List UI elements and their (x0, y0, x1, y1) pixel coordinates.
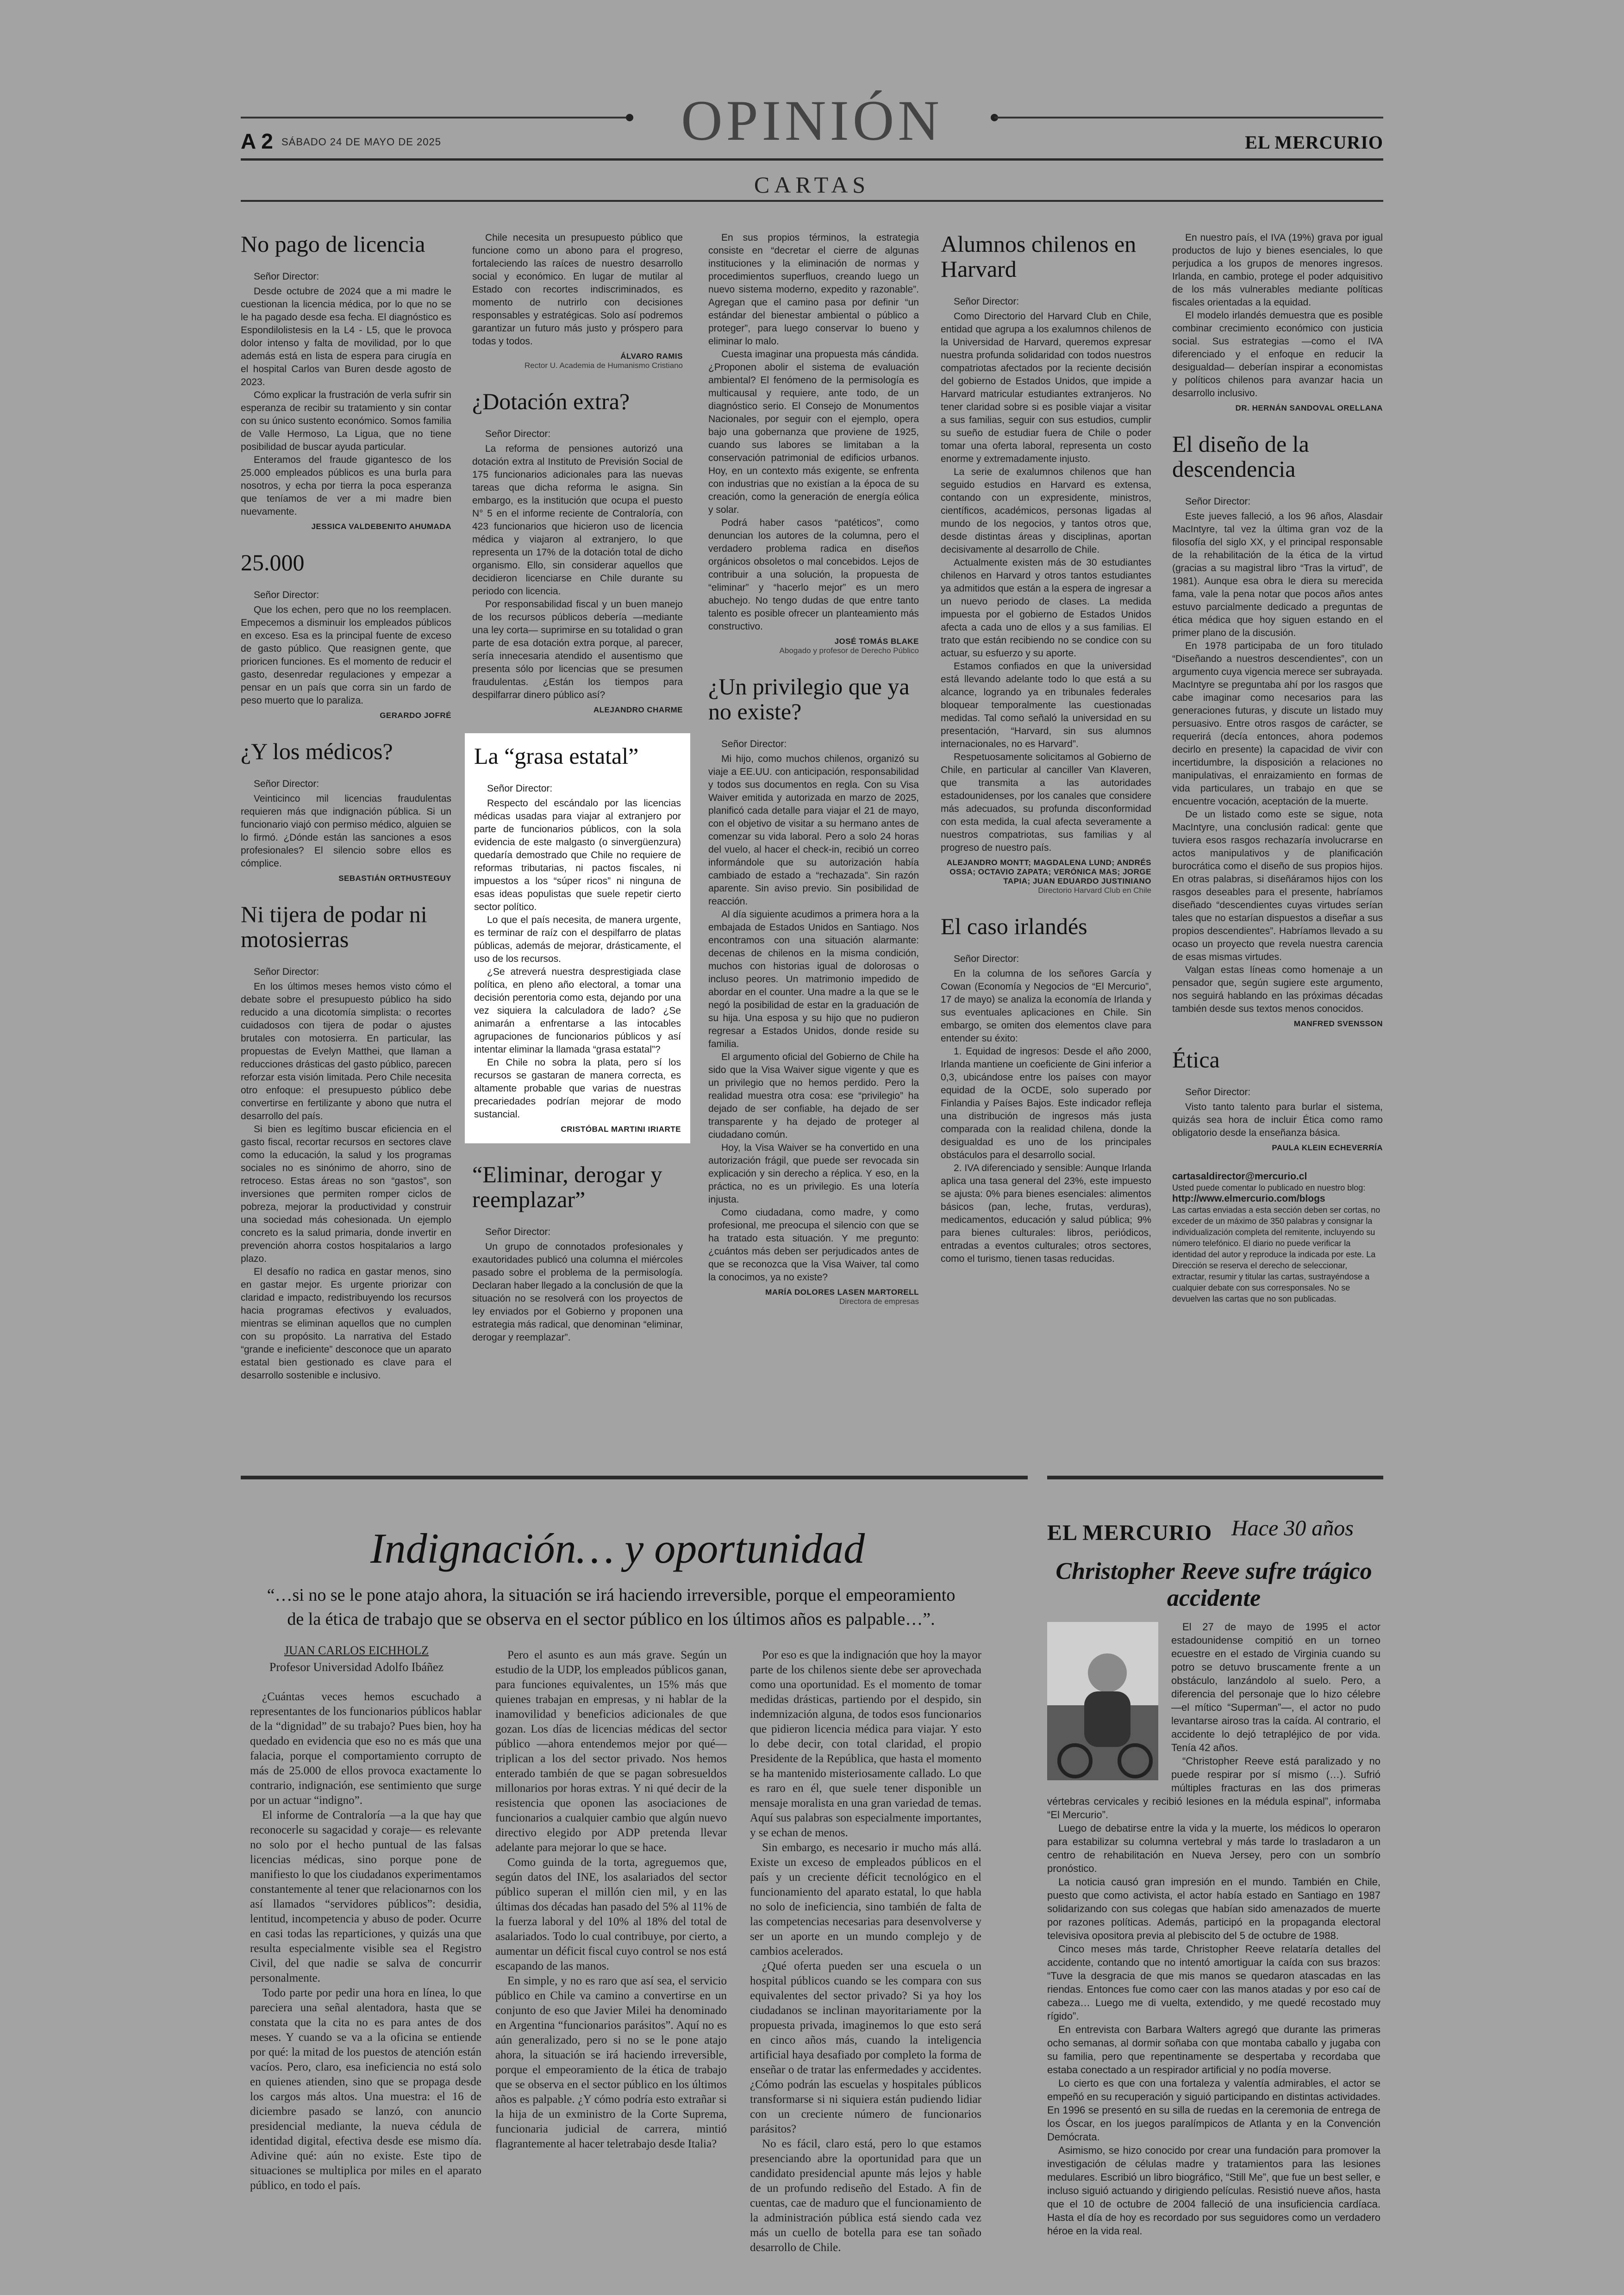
section-title: OPINIÓN (681, 89, 943, 152)
letter-paragraph: En sus propios términos, la estrategia consiste en “decretar el cierre de algunas instituciones y la eliminación de normas y procedimientos superfluos, creando luego un nuevo sistema moderno, expedito y razonable”. Agregan que el camino pasa por definir “un estándar del bienestar ambiental o público a proteger”, para luego conservar lo bueno y eliminar lo malo. (708, 232, 919, 347)
column-paragraph: Sin embargo, es necesario ir mucho más allá. Existe un exceso de empleados públicos en el país y un creciente déficit tecnológico en el funcionamiento del aparato estatal, lo que habla no solo de ineficiencia, sino también de falta de las competencias necesarias para desenvolverse y ser un aporte en un mundo complejo y de cambios acelerados. (750, 1841, 981, 1958)
letter-title: El caso irlandés (941, 913, 1087, 939)
hace-tag: Hace 30 años (1231, 1516, 1354, 1540)
letter-title: 25.000 (241, 549, 305, 575)
subsection-title: CARTAS (754, 172, 870, 198)
letter-salute: Señor Director: (485, 429, 551, 439)
column-paragraph: Como guinda de la torta, agreguemos que, según datos del INE, los asalariados del sector público superan el millón cien mil, y en las últimas dos décadas han pasado del 5% al 11% de la fuerza laboral y del 10% al 18% del total de asalariados. Todo lo cual contribuye, por cierto, a aumentar un déficit fiscal cuyo control se nos está escapando de las manos. (495, 1856, 727, 1972)
letter (472, 389, 683, 715)
letter (941, 231, 1151, 895)
letter-title: Ética (1172, 1047, 1220, 1073)
letter-signature: ALEJANDRO MONTT; MAGDALENA LUND; ANDRÉS OSSA; OCTAVIO ZAPATA; VERÓNICA MAS; JORGE TAPIA; JUAN EDUARDO JUSTINIANO (946, 858, 1151, 886)
letter-signature: JESSICA VALDEBENITO AHUMADA (311, 522, 451, 531)
letter-title: La “grasa estatal” (474, 743, 639, 769)
letter-paragraph: Desde octubre de 2024 que a mi madre le cuestionan la licencia médica, por lo que no se le ha pagado desde esa fecha. El diagnóstico es Espondilolistesis en la L4 - L5, que le provoca dolor intenso y falta de movilidad, por lo que además está en lista de espera para cirugía en el hospital Carlos van Buren desde agosto de 2023. (241, 286, 451, 387)
letter-signature: JOSÉ TOMÁS BLAKE (834, 637, 919, 646)
letter-signature: ÁLVARO RAMIS (620, 352, 683, 361)
letter-paragraph: Que los echen, pero que no los reemplacen. Empecemos a disminuir los empleados públicos en exceso. Esa es la principal fuente de exceso de gasto público. Que reasignen gente, que prioricen funciones. Es el momento de reducir el gasto, desenredar regulaciones y empezar a pensar en un país que corra sin un fardo de peso muerto que lo paraliza. (241, 605, 451, 706)
column-top-rule (241, 1476, 1028, 1479)
letter-signature: MARÍA DOLORES LASEN MARTORELL (765, 1288, 919, 1297)
contact-note: Las cartas enviadas a esta sección deben ser cortas, no exceder de un máximo de 350 palabras y consignar la individualización completa del remitente, incluyendo su número telefónico. El diario no puede verificar la identidad del autor y reproduce la indicada por este. La Dirección se reserva el derecho de seleccionar, extractar, resumir y titular las cartas, sustrayéndose a cualquier debate con sus corresponsales. No se devuelven las cartas que no son publicadas. (1172, 1205, 1380, 1303)
letter-signature: SEBASTIÁN ORTHUSTEGUY (338, 874, 451, 883)
letter (241, 231, 451, 531)
hace-paragraph: El 27 de mayo de 1995 el actor estadounidense compitió en un torneo ecuestre en el estado de Virginia cuando su potro se detuvo bruscamente frente a un obstáculo, lanzándolo al suelo. Pero, a diferencia del personaje que lo hizo célebre —el mítico “Superman”—, el actor no pudo levantarse airoso tras la caída. Al contrario, el accidente lo dejó tetrapléjico de por vida. Tenía 42 años. (1171, 1621, 1380, 1753)
hace-paragraph: Cinco meses más tarde, Christopher Reeve relataría detalles del accidente, contando que no intentó amortiguar la caída con sus brazos: “Tuve la desgracia de que mis manos se quedaron atascadas en las riendas. Entonces fue como caer con las manos atadas y por eso caí de cabeza… Luego me di vuelta, extendido, y me quedé recostado muy rígido”. (1047, 1943, 1380, 2022)
letter-paragraph: 2. IVA diferenciado y sensible: Aunque Irlanda aplica una tasa general del 23%, este impuesto se ajusta: 0% para bienes esenciales: alimentos básicos (pan, leche, frutas, verduras), medicamentos, educación y salud pública; 9% para bienes culturales: libros, periódicos, entradas a eventos culturales; otros sectores, como el turismo, tienen tasas reducidas. (941, 1163, 1151, 1264)
column-paragraph: Pero el asunto es aun más grave. Según un estudio de la UDP, los empleados públicos ganan, para funciones equivalentes, un 15% más que quienes trabajan en empresas, y ni hablar de la inamovilidad y beneficios adicionales de que gozan. Los días de licencias médicas del sector público —ahora entendemos mejor por qué— triplican a los del sector privado. Nos hemos enterado también de que se pagan sobresueldos millonarios por horas extras. Y ni qué decir de la resistencia que oponen las asociaciones de funcionarios a cualquier cambio que algún nuevo directivo elegido por ADP pretenda llevar adelante para mejorar lo que se hace. (495, 1649, 727, 1854)
letter-paragraph: Hoy, la Visa Waiver se ha convertido en una autorización frágil, que puede ser revocada sin explicación y sin derecho a réplica. Y eso, en la práctica, no es un privilegio. Es una lotería injusta. (708, 1142, 919, 1205)
letter (708, 674, 919, 1306)
column-author-role: Profesor Universidad Adolfo Ibáñez (269, 1660, 444, 1674)
column-paragraph: En simple, y no es raro que así sea, el servicio público en Chile va camino a convertirse en un conjunto de eso que Javier Milei ha denominado en Argentina “funcionarios parásitos”. Aquí no es aún generalizado, pero si no se le pone atajo ahora, la situación se irá haciendo irreversible, porque el empeoramiento de la ética de trabajo que se observa en el sector público en los últimos años es palpable. ¿Y cómo podría esto extrañar si la hija de un exministro de la Corte Suprema, funcionaria judicial de carrera, mintió flagrantemente al hacer teletrabajo desde Italia? (495, 1975, 727, 2150)
letter-title: Alumnos chilenos en Harvard (941, 231, 1137, 282)
letter-paragraph: Respetuosamente solicitamos al Gobierno de Chile, en particular al canciller Van Klaveren, que transmita a las autoridades estadounidenses, por los canales que considere más adecuados, su profunda disconformidad con esta medida, la cual afecta severamente a nuestros compatriotas, sus familias y al progreso de nuestro país. (941, 752, 1151, 853)
letter (1172, 1047, 1383, 1153)
column-paragraph: Todo parte por pedir una hora en línea, lo que pareciera una señal alentadora, hasta que se constata que la cita no es para antes de dos meses. Y cuando se va a la oficina se entiende por qué: la mitad de los puestos de atención están vacíos. Pero, claro, esa ineficiencia no está solo en quienes atienden, sino que se propaga desde los cargos más altos. Una muestra: el 16 de diciembre pasado se lanzó, con anuncio presidencial mediante, la nueva cédula de identidad digital, efectiva desde ese mismo día. Adivine qué: aún no existe. Este tipo de situaciones se multiplica por miles en el aparato público, en todo el país. (250, 1987, 481, 2192)
letter-salute: Señor Director: (485, 1227, 551, 1237)
letter-salute: Señor Director: (254, 271, 319, 282)
hace-paragraph: En entrevista con Barbara Walters agregó que durante las primeras ocho semanas, al dormir soñaba con que montaba caballo y jugaba con su familia, pero que repentinamente se despertaba y recordaba que estaba conectado a un respirador artificial y no podía moverse. (1047, 2024, 1380, 2076)
letter-salute: Señor Director: (721, 739, 787, 749)
letter-paragraph: El modelo irlandés demuestra que es posible combinar crecimiento económico con justicia social. Sus estrategias —como el IVA diferenciado y el enfoque en reducir la desigualdad— deberían inspirar a economistas y políticos chilenos para avanzar hacia un desarrollo inclusivo. (1172, 310, 1383, 399)
letter-salute: Señor Director: (254, 967, 319, 977)
hace-title: Christopher Reeve sufre trágico accidente (1056, 1558, 1372, 1611)
letter-paragraph: 1. Equidad de ingresos: Desde el año 2000, Irlanda mantiene un coeficiente de Gini inferior a 0,3, ubicándose entre los países con mayor equidad de la OCDE, solo superado por Finlandia y Países Bajos. Este indicador refleja una distribución de ingresos más justa comparada con la realidad chilena, donde la desigualdad es uno de los principales obstáculos para el desarrollo social. (941, 1046, 1151, 1160)
header-rule-bottom (241, 200, 1383, 202)
column-text-col (495, 1648, 727, 2152)
letter-role: Directora de empresas (839, 1297, 919, 1306)
letter-paragraph: Al día siguiente acudimos a primera hora a la embajada de Estados Unidos en Santiago. Nos encontramos con una situación alarmante: decenas de chilenos en la misma condición, muchos con historias igual de dolorosas o incluso peores. Un matrimonio impedido de abordar en el counter. Una madre a la que se le negó la posibilidad de estar en la graduación de su hija. Una esposa y su hijo que no pudieron regresar a Estados Unidos, donde reside su familia. (708, 909, 919, 1049)
page-date: SÁBADO 24 DE MAYO DE 2025 (281, 136, 441, 148)
letter-paragraph: En la columna de los señores García y Cowan (Economía y Negocios de “El Mercurio”, 17 de mayo) se analiza la economía de Irlanda y sus eventuales aplicaciones en Chile. Sin embargo, se omiten dos elementos clave para entender su éxito: (941, 968, 1151, 1044)
contact-box (1172, 1171, 1383, 1304)
blog-link[interactable]: http://www.elmercurio.com/blogs (1172, 1193, 1325, 1204)
letters-column (472, 231, 683, 1363)
letter-paragraph: Respecto del escándalo por las licencias médicas usadas para viajar al extranjero por parte de funcionarios públicos, con la sola evidencia de este malgasto (o sinvergüenzura) quedaría demostrado que Chile no requiere de reformas tributarias, ni pactos fiscales, ni impuestos a los “súper ricos” ni ninguna de esas ideas populistas que suele repetir cierto sector político. (474, 798, 681, 912)
blog-intro: Usted puede comentar lo publicado en nuestro blog: (1172, 1183, 1366, 1192)
photo-placeholder (1047, 1622, 1163, 1784)
letter (941, 914, 1151, 1266)
christopher-reeve-photo (1047, 1622, 1158, 1780)
letter-paragraph: La reforma de pensiones autorizó una dotación extra al Instituto de Previsión Social de 175 funcionarios adicionales para las nuevas tareas que dicha reforma le asigna. Sin embargo, es la institución que ocupa el puesto N° 5 en el informe reciente de Contraloría, con 423 funcionarios que hicieron uso de licencia médica y viajaron al extranjero, lo que representa un 17% de la dotación total de dicho organismo. Ello, sin considerar aquellos que decidieron licenciarse en Chile durante su periodo con licencia. (472, 443, 683, 597)
column-paragraph: No es fácil, claro está, pero lo que estamos presenciando abre la oportunidad para que un candidato presidencial apunte más lejos y hable de un profundo rediseño del Estado. A fin de cuentas, cae de maduro que el funcionamiento de la administración pública está siendo cada vez más un cuello de botella para ese tan soñado desarrollo de Chile. (750, 2138, 981, 2254)
letters-column (941, 231, 1151, 1284)
hace-body (1047, 1620, 1380, 2238)
letter-paragraph: Como ciudadana, como madre, y como profesional, me preocupa el silencio con que se ha tratado esta situación. Y me pregunto: ¿cuántos más deben ser perjudicados antes de que se reconozca que la Visa Waiver, tal como la conocimos, ya no existe? (708, 1207, 919, 1283)
letter-paragraph: En Chile no sobra la plata, pero sí los recursos se gastaran de manera correcta, es altamente probable que varias de nuestras precariedades podrían mejorar de modo sustancial. (474, 1057, 681, 1120)
letter-paragraph: Por responsabilidad fiscal y un buen manejo de los recursos públicos debería —mediante una ley corta— suprimirse en su totalidad o gran parte de esa dotación extra porque, al parecer, sería innecesaria atendido el ausentismo que presenta sólo por licencias que se presumen fraudulentas. ¿Están los tiempos para despilfarrar dinero público así? (472, 599, 683, 700)
hace-brand: EL MERCURIO (1047, 1521, 1212, 1545)
letter-title: Ni tijera de podar ni motosierras (241, 901, 427, 952)
letter-signature: CRISTÓBAL MARTINI IRIARTE (561, 1125, 681, 1134)
letter-role: Rector U. Academia de Humanismo Cristiano (524, 361, 683, 370)
letter-paragraph: Enteramos del fraude gigantesco de los 25.000 empleados públicos es una burla para nosotros, y echa por tierra la poca esperanza que teníamos de ver a mi madre bien nuevamente. (241, 455, 451, 517)
header-rule-top (241, 158, 1383, 161)
hace-paragraph: Luego de debatirse entre la vida y la muerte, los médicos lo operaron para estabilizar su columna vertebral y más tarde lo trasladaron a un centro de rehabilitación en Nueva Jersey, pero con un sombrío pronóstico. (1047, 1822, 1380, 1874)
letter (1172, 431, 1383, 1029)
letter-paragraph: Lo que el país necesita, de manera urgente, es terminar de raíz con el despilfarro de platas públicas, además de mejorar, drásticamente, el uso de los recursos. (474, 915, 681, 964)
letter-title: No pago de licencia (241, 231, 425, 257)
letter-paragraph: ¿Se atreverá nuestra desprestigiada clase política, en pleno año electoral, a tomar una decisión perentoria como esta, dejando por una vez siquiera la calculadora de lado? ¿Se animarán a enfrentarse a las intocables agrupaciones de funcionarios públicos y así intentar eliminar la llamada “grasa estatal”? (474, 967, 681, 1055)
letter-paragraph: La serie de exalumnos chilenos que han seguido estudios en Harvard es extensa, contando con un expresidente, ministros, científicos, académicos, personas ligadas al mundo de los negocios, y tantos otros que, desde distintas áreas y disciplinas, aportan decisivamente al desarrollo de Chile. (941, 467, 1151, 555)
column-headline: Indignación… y oportunidad (370, 1525, 865, 1572)
letter-signature: PAULA KLEIN ECHEVERRÍA (1272, 1143, 1383, 1152)
newspaper-name: EL MERCURIO (1245, 132, 1383, 153)
letter-continuation (1172, 231, 1383, 413)
hace-paragraph: La noticia causó gran impresión en el mundo. También en Chile, puesto que como activista, el actor había estado en Santiago en 1987 solidarizando con sus colegas que habían sido amenazados de muerte por razones políticas. Además, participó en la propaganda electoral televisiva opositora previa al plebiscito del 5 de octubre de 1988. (1047, 1876, 1380, 1941)
letters-column (241, 231, 451, 1401)
letter-signature: GERARDO JOFRÉ (380, 711, 451, 720)
letter-paragraph: Cómo explicar la frustración de verla sufrir sin esperanza de recibir su tratamiento y sin contar con su único sustento económico. Somos familia de Valle Hermoso, La Ligua, que no tiene posibilidad de buscar ayuda particular. (241, 390, 451, 452)
letter-continuation (708, 231, 919, 655)
letter-paragraph: Este jueves falleció, a los 96 años, Alasdair MacIntyre, tal vez la última gran voz de la filosofía del siglo XX, y el principal responsable de la rehabilitación de la ética de la virtud (gracias a su magistral libro “Tras la virtud”, de 1981). Aunque esa obra le diera su merecida fama, vale la pena notar que pocos años antes estuvo parcialmente dedicado a preguntas de ética médica que hoy siguen estando en el primer plano de la discusión. (1172, 511, 1383, 638)
column-paragraph: ¿Cuántas veces hemos escuchado a representantes de los funcionarios públicos hablar de la “dignidad” de su trabajo? Pues bien, hoy ha quedado en evidencia que eso no es más que una falacia, porque el comportamiento corrupto de más de 25.000 de ellos provoca exactamente lo contrario, indignación, ese sentimiento que surge por un actuar “indigno”. (250, 1690, 481, 1807)
letter-title: ¿Y los médicos? (241, 738, 393, 764)
letter-role: Directorio Harvard Club en Chile (1038, 886, 1151, 895)
column-paragraph: Por eso es que la indignación que hoy la mayor parte de los chilenos siente debe ser aprovechada como una oportunidad. Es el momento de tomar medidas drásticas, partiendo por el despido, sin indemnización alguna, de todos esos funcionarios que pidieron licencia médica para viajar. Y esto lo debe decir, con total claridad, el propio Presidente de la República, que hasta el momento se ha mantenido misteriosamente callado. Lo que es raro en él, que suele tener disponible un mensaje moralista en una gran variedad de temas. Aquí sus palabras son especialmente importantes, y se echan de menos. (750, 1649, 981, 1839)
letter-salute: Señor Director: (1185, 1087, 1251, 1098)
letter-paragraph: Veinticinco mil licencias fraudulentas requieren más que indignación pública. Si un funcionario viajó con permiso médico, alguien se lo firmó. ¿Dónde están las sanciones a esos profesionales? El silencio sobre ellos es cómplice. (241, 793, 451, 869)
letter-signature: ALEJANDRO CHARME (593, 705, 683, 714)
letter-title: El diseño de la descendencia (1172, 431, 1309, 482)
letter-role: Abogado y profesor de Derecho Público (779, 646, 919, 655)
hace-paragraph: Lo cierto es que con una fortaleza y valentía admirables, el actor se empeñó en su recuperación y siguió participando en distintas actividades. En 1996 se presentó en su silla de ruedas en la ceremonia de entrega de los Óscar, en los juegos paralímpicos de Atlanta y en la Convención Demócrata. (1047, 2077, 1380, 2143)
letter-paragraph: Podrá haber casos “patéticos”, como denuncian los autores de la columna, pero el verdadero problema radica en diseños orgánicos obsoletos o mal concebidos. Lejos de contribuir a una solución, la propuesta de “eliminar” y “hacerlo mejor” es un mero abuchejo. No tengo dudas de que entre tanto talento es posible ofrecer un planteamiento más constructivo. (708, 518, 919, 632)
letter-title: ¿Dotación extra? (472, 388, 630, 414)
letter (241, 550, 451, 720)
hace-paragraph: Asimismo, se hizo conocido por crear una fundación para promover la investigación de células madre y tratamientos para las lesiones medulares. Escribió un libro biográfico, “Still Me”, que fue un best seller, e incluso siguió actuando y dirigiendo películas. Resistió nueve años, hasta que el 10 de octubre de 2004 falleció de una insuficiencia cardíaca. Hasta el día de hoy es recordado por sus seguidores como un verdadero héroe en la vida real. (1047, 2145, 1380, 2237)
letter-paragraph: Visto tanto talento para burlar el sistema, quizás sea hora de incluir Ética como ramo obligatorio desde la enseñanza básica. (1172, 1102, 1383, 1138)
letter-paragraph: Si bien es legítimo buscar eficiencia en el gasto fiscal, recortar recursos en sectores clave como la educación, la salud y los programas sociales no es sinónimo de ahorro, sino de retroceso. Estas áreas no son “gastos”, son inversiones que permiten romper ciclos de pobreza, mejorar la productividad y construir una sociedad más cohesionada. Un ejemplo concreto es la salud primaria, donde invertir en prevención ahorra costos hospitalarios a largo plazo. (241, 1124, 451, 1264)
column-paragraph: ¿Qué oferta pueden ser una escuela o un hospital públicos cuando se les compara con sus equivalentes del sector privado? Si ya hoy los ciudadanos se inclinan mayoritariamente por la propuesta privada, imaginemos lo que esto será en cinco años más, cuando la inteligencia artificial haya desafiado por completo la forma de enseñar o de tratar las enfermedades y accidentes. ¿Cómo podrán las escuelas y hospitales públicos transformarse si ni siquiera están pudiendo lidiar con un creciente número de funcionarios parásitos? (750, 1960, 981, 2135)
letter (472, 1162, 683, 1344)
letter-paragraph: Estamos confiados en que la universidad está llevando adelante todo lo que está a su alcance, logrando ya en tribunales federales bloquear temporalmente las cuestionadas medidas. Tal como señaló la universidad en su presentación, “Harvard, sin sus alumnos internacionales, no es Harvard”. (941, 661, 1151, 749)
letter-salute: Señor Director: (254, 779, 319, 789)
letter-paragraph: Actualmente existen más de 30 estudiantes chilenos en Harvard y otros tantos estudiantes ya admitidos que están a la espera de ingresar a un nuevo periodo de clases. La medida impuesta por el gobierno de Estados Unidos afecta a cada uno de ellos y a sus familias. El trato que están recibiendo no se condice con su actuar, su esfuerzo y su aporte. (941, 557, 1151, 659)
letter-salute: Señor Director: (1185, 496, 1251, 507)
column-byline (250, 1642, 463, 1676)
letter (241, 902, 451, 1382)
letter-title: ¿Un privilegio que ya no existe? (708, 674, 910, 724)
column-paragraph: El informe de Contraloría —a la que hay que reconocerle su sagacidad y coraje— es relevante no solo por el hecho puntual de las falsas licencias médicas, sino porque pone de manifiesto lo que los ciudadanos experimentamos constantemente al tener que relacionarnos con los así llamados “servidores públicos”: desidia, lentitud, incompetencia y abuso de poder. Ocurre en casi todas las reparticiones, y quizás una que resulta especialmente visible sea el Registro Civil, del que nadie se salva de concurrir personalmente. (250, 1809, 481, 1984)
letter-salute: Señor Director: (954, 296, 1019, 307)
letter-paragraph: Un grupo de connotados profesionales y exautoridades publicó una columna el miércoles pasado sobre el problema de la permisología. Declaran haber llegado a la conclusión de que la situación no se resolverá con los proyectos de ley enviados por el Gobierno y proponen una estrategia más radical, que denominan “eliminar, derogar y reemplazar”. (472, 1241, 683, 1343)
letter-paragraph: En 1978 participaba de un foro titulado “Diseñando a nuestros descendientes”, con un argumento cuya vigencia merece ser subrayada. MacIntyre se preguntaba ahí por los rasgos que cabe imaginar como necesarios para las generaciones futuras, y discute un listado muy persuasivo. Entre otros rasgos de carácter, se requerirá (decía entonces, ahora podemos decirlo en presente) la capacidad de vivir con incertidumbre, la disposición a relaciones no manipulativas, el enraizamiento en formas de vida particulares, un trabajo en que se encuentre vocación, aceptación de la muerte. (1172, 641, 1383, 807)
page-number: A 2 (241, 129, 273, 153)
letter-paragraph: Cuesta imaginar una propuesta más cándida. ¿Proponen abolir el sistema de evaluación ambiental? El fenómeno de la permisología es multicausal y requiere, ante todo, de un diagnóstico serio. El Consejo de Monumentos Nacionales, por seguir con el ejemplo, opera bajo una gobernanza que proviene de 1925, cuando sus labores se limitaban a la conservación patrimonial de edificios urbanos. Hoy, en un contexto más exigente, se enfrenta con industrias que no existían a la época de su creación, como la generación de energía eólica y solar. (708, 349, 919, 515)
hace-paragraph: “Christopher Reeve está paralizado y no puede respirar por sí mismo (…). Sufrió múltiples fracturas en las dos primeras vértebras cervicales y recibió lesiones en la médula espinal”, informaba “El Mercurio”. (1047, 1755, 1380, 1821)
letter (241, 739, 451, 883)
letter-paragraph: Mi hijo, como muchos chilenos, organizó su viaje a EE.UU. con anticipación, responsabilidad y todos sus documentos en regla. Con su Visa Waiver emitida y autorizada en marzo de 2025, planificó cada detalle para viajar el 21 de mayo, con el objetivo de visitar a su hermano antes de comenzar su vida laboral. Pero a solo 24 horas del vuelo, al hacer el check-in, recibió un correo informándole que su autorización había cambiado de estado a “rechazada”. Sin razón aparente. Sin aviso previo. Sin posibilidad de reacción. (708, 754, 919, 907)
hace-top-rule (1047, 1476, 1383, 1479)
column-author: JUAN CARLOS EICHHOLZ (284, 1644, 429, 1657)
letter-salute: Señor Director: (487, 783, 553, 794)
contact-email[interactable]: cartasaldirector@mercurio.cl (1172, 1171, 1307, 1182)
letter-paragraph: El desafío no radica en gastar menos, sino en gastar mejor. Es urgente priorizar con claridad e impacto, redistribuyendo los recursos hacia programas efectivos y evaluados, mientras se eliminan aquellos que no cumplen con su propósito. La narrativa del Estado “grande e ineficiente” desconoce que un aparato estatal bien gestionado es clave para el desarrollo sostenible e inclusivo. (241, 1266, 451, 1381)
masthead-line-right (994, 117, 1383, 118)
letter-signature: MANFRED SVENSSON (1293, 1019, 1383, 1028)
letter-continuation (472, 231, 683, 370)
letter-paragraph: Valgan estas líneas como homenaje a un pensador que, según sugiere este argumento, nos seguirá hablando en las próximas décadas también desde sus textos menos conocidos. (1172, 965, 1383, 1014)
column-text-col (250, 1690, 481, 2193)
letter-salute: Señor Director: (254, 590, 319, 600)
letters-column (1172, 231, 1383, 1304)
featured-letter (465, 733, 690, 1143)
column-text-col (750, 1648, 981, 2255)
letters-column (708, 231, 919, 1325)
letter-paragraph: Chile necesita un presupuesto público que funcione como un abono para el progreso, fortaleciendo las raíces de nuestro desarrollo social y económico. En lugar de mutilar al Estado con recortes indiscriminados, es momento de nutrirlo con decisiones responsables y estratégicas. Solo así podremos garantizar un futuro más justo y próspero para todas y todos. (472, 232, 683, 347)
column-pull-quote: “…si no se le pone atajo ahora, la situación se irá haciendo irreversible, porque el empeoramiento de la ética de trabajo que se observa en el sector público en los últimos años es palpable…”. (267, 1585, 956, 1629)
letter-salute: Señor Director: (954, 954, 1019, 964)
letter-paragraph: El argumento oficial del Gobierno de Chile ha sido que la Visa Waiver sigue vigente y que es un privilegio que no hemos perdido. Pero la realidad muestra otra cosa: ese “privilegio” ha dejado de ser confiable, ha dejado de ser transparente y ha dejado de proteger al ciudadano común. (708, 1052, 919, 1140)
letter-paragraph: De un listado como este se sigue, nota MacIntyre, una conclusión radical: gente que tuviera esos rasgos rechazaría involucrarse en actos manipulativos y de planificación burocrática como el diseño de sus propios hijos. En otras palabras, si diseñáramos hijos con los rasgos deseables para el presente, habríamos diseñado “descendientes cuyas virtudes serían tales que no estarían dispuestos a diseñar a sus propios descendientes”. Habríamos llevado a su ocaso un proyecto que revela nuestra carencia de esas mismas virtudes. (1172, 809, 1383, 962)
letter-paragraph: Como Directorio del Harvard Club en Chile, entidad que agrupa a los exalumnos chilenos de la Universidad de Harvard, queremos expresar nuestra profunda solidaridad con todos nuestros compatriotas afectados por la reciente decisión del gobierno de Estados Unidos, que impide a Harvard matricular estudiantes extranjeros. No tener claridad sobre si es posible viajar a visitar a sus familias, seguir con sus estudios, cumplir su sueño de estudiar fuera de Chile o poder tomar una oferta laboral, representa un costo enorme y extremadamente injusto. (941, 311, 1151, 464)
letter-signature: DR. HERNÁN SANDOVAL ORELLANA (1235, 404, 1383, 412)
letter-paragraph: En los últimos meses hemos visto cómo el debate sobre el presupuesto público ha sido reducido a una dicotomía simplista: o recortes cuidadosos con tijera de podar o ajustes brutales con motosierra. En particular, las propuestas de Evelyn Matthei, que llaman a reducciones drásticas del gasto público, parecen reforzar esta visión limitada. Pero Chile necesita otro enfoque: el presupuesto público debe convertirse en fertilizante y abono que nutra el desarrollo del país. (241, 981, 451, 1122)
letter-paragraph: En nuestro país, el IVA (19%) grava por igual productos de lujo y bienes esenciales, lo que perjudica a los grupos de menores ingresos. Irlanda, en cambio, protege el poder adquisitivo de los más vulnerables mediante políticas fiscales orientadas a la equidad. (1172, 232, 1383, 308)
letter-title: “Eliminar, derogar y reemplazar” (472, 1161, 662, 1212)
